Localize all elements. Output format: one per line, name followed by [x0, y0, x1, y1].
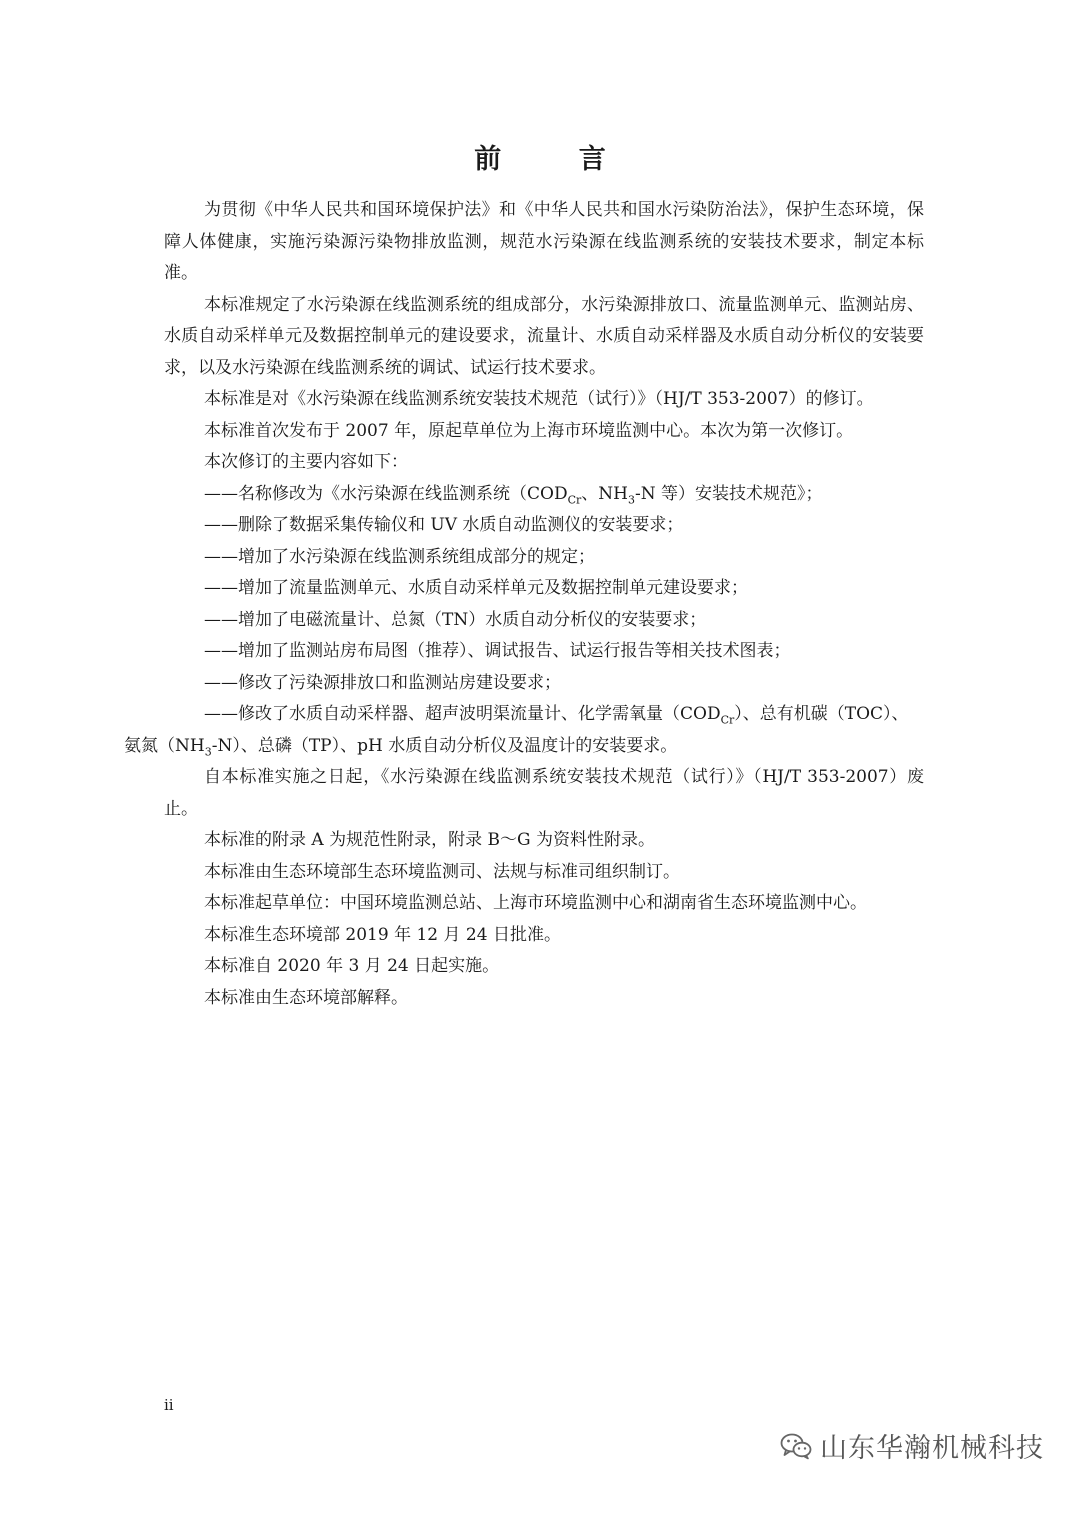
history-paragraph: 本标准首次发布于 2007 年，原起草单位为上海市环境监测中心。本次为第一次修订。: [204, 420, 854, 441]
page-number: ii: [164, 1396, 174, 1414]
revision-paragraph: 本标准是对《水污染源在线监测系统安装技术规范（试行）》（HJ/T 353-2007）的修订。: [204, 389, 874, 409]
document-body: [124, 195, 924, 1014]
revision-item: ——增加了监测站房布局图（推荐）、调试报告、试运行报告等相关技术图表；: [204, 641, 791, 661]
revision-item: ——修改了污染源排放口和监测站房建设要求；: [204, 672, 561, 693]
revision-item: ——删除了数据采集传输仪和 UV 水质自动监测仪的安装要求；: [204, 515, 684, 535]
revision-item: ——增加了电磁流量计、总氮（TN）水质自动分析仪的安装要求；: [204, 609, 707, 630]
effective-date-paragraph: 本标准自 2020 年 3 月 24 日起实施。: [204, 956, 500, 976]
revision-item: ——修改了水质自动采样器、超声波明渠流量计、化学需氧量$(COD_{Cr})$、总有机碳（TOC）、 氨氮$(NH_3-N)$、总磷（TP）、pH 水质自动分析仪及温度计的安装要求。: [124, 704, 909, 758]
page-title: 前 言: [474, 144, 640, 175]
intro-paragraph: 为贯彻《中华人民共和国环境保护法》和《中华人民共和国水污染防治法》，保护生态环境，保障人体健康，实施污染源污染物排放监测，规范水污染源在线监测系统的安装技术要求，制定本标准。: [164, 200, 924, 283]
revision-intro-paragraph: 本次修订的主要内容如下：: [204, 452, 408, 472]
drafting-units-paragraph: 本标准起草单位：中国环境监测总站、上海市环境监测中心和湖南省生态环境监测中心。: [204, 893, 867, 913]
scope-paragraph: 本标准规定了水污染源在线监测系统的组成部分，水污染源排放口、流量监测单元、监测站房、水质自动采样单元及数据控制单元的建设要求，流量计、水质自动采样器及水质自动分析仪的安装要求，以及水污染源在线监测系统的调试、试运行技术要求。: [164, 294, 924, 378]
interpretation-paragraph: 本标准由生态环境部解释。: [204, 987, 408, 1008]
wechat-icon: [780, 1432, 812, 1460]
watermark: [780, 1426, 1044, 1465]
abolish-paragraph: 自本标准实施之日起，《水污染源在线监测系统安装技术规范（试行）》（HJ/T 353-2007）废止。: [164, 767, 924, 819]
organizer-paragraph: 本标准由生态环境部生态环境监测司、法规与标准司组织制订。: [204, 861, 680, 882]
revision-item: ——增加了水污染源在线监测系统组成部分的规定；: [204, 546, 595, 567]
approval-paragraph: 本标准生态环境部 2019 年 12 月 24 日批准。: [204, 924, 561, 945]
appendix-paragraph: 本标准的附录 A 为规范性附录，附录 B～G 为资料性附录。: [204, 830, 655, 850]
revision-item: ——名称修改为《水污染源在线监测系统（$COD_{Cr}$、$NH_3-N$ 等）安装技术规范》；: [204, 483, 823, 506]
watermark-text: 山东华瀚机械科技: [820, 1433, 1044, 1464]
revision-item: ——增加了流量监测单元、水质自动采样单元及数据控制单元建设要求；: [204, 578, 748, 598]
